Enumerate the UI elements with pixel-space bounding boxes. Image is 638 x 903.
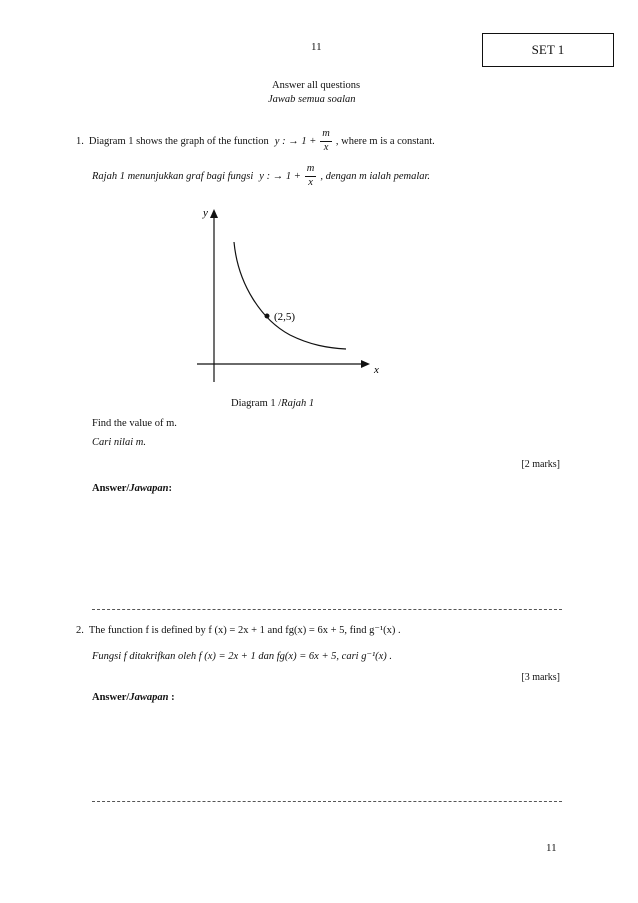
q1-marks	[521, 459, 560, 470]
fraction-numerator: m	[305, 164, 317, 177]
q2-answer-colon: :	[168, 692, 175, 703]
q1-answer-label	[92, 483, 172, 494]
fraction-denominator: x	[323, 141, 329, 153]
q2-marks	[521, 672, 560, 683]
instruction-english: Answer all questions	[272, 80, 361, 91]
q2-english-text: The function f is defined by f (x) = 2x + 1 and fg(x) = 6x + 5, find g⁻¹(x) .	[88, 625, 401, 636]
diagram-caption-english: Diagram 1 /	[231, 398, 282, 409]
x-axis-arrow	[361, 360, 370, 368]
q2-marks-text: [3 marks]	[521, 672, 560, 683]
diagram-caption-malay: Rajah 1	[281, 398, 315, 409]
q2-english-line	[76, 624, 401, 636]
q1-number: 1.	[76, 135, 84, 147]
q1-malay-after: , dengan m ialah pemalar.	[320, 170, 431, 182]
q1-malay-function-lhs: y : → 1 +	[259, 170, 301, 182]
set-label: SET 1	[531, 42, 565, 57]
point-label: (2,5)	[274, 311, 296, 323]
q1-english-after: , where m is a constant.	[335, 135, 435, 147]
curve	[234, 242, 346, 349]
q2-malay-line: Fungsi f ditakrifkan oleh f (x) = 2x + 1 dan fg(x) = 6x + 5, cari g⁻¹(x) .	[92, 651, 393, 662]
q1-english-text: Diagram 1 shows the graph of the function	[88, 135, 269, 147]
divider-1	[92, 609, 562, 610]
fraction-denominator: x	[308, 176, 313, 188]
instruction-malay: Jawab semua soalan	[268, 94, 356, 105]
page-number-bottom: 11	[546, 842, 557, 854]
q2-answer-label	[92, 692, 175, 703]
divider-2	[92, 801, 562, 802]
q1-find-malay: Cari nilai m.	[92, 437, 146, 448]
diagram-caption	[231, 398, 314, 409]
q1-answer-english: Answer/	[92, 483, 130, 494]
page-number-top: 11	[311, 41, 322, 53]
fraction-numerator: m	[320, 129, 332, 142]
q2-answer-english: Answer/	[92, 692, 130, 703]
point-marker	[265, 314, 270, 319]
q1-function-lhs: y : → 1 +	[274, 135, 317, 147]
x-axis-label: x	[374, 364, 379, 376]
q2-number: 2.	[76, 625, 84, 636]
y-axis-label: y	[203, 207, 208, 219]
q1-answer-colon: :	[168, 483, 172, 494]
y-axis-arrow	[210, 209, 218, 218]
q1-malay-text: Rajah 1 menunjukkan graf bagi fungsi	[92, 170, 254, 182]
q1-marks-text: [2 marks]	[521, 459, 560, 470]
q1-answer-malay: Jawapan	[129, 483, 169, 494]
q2-answer-malay: Jawapan	[129, 692, 169, 703]
q1-find-english: Find the value of m.	[92, 418, 177, 429]
